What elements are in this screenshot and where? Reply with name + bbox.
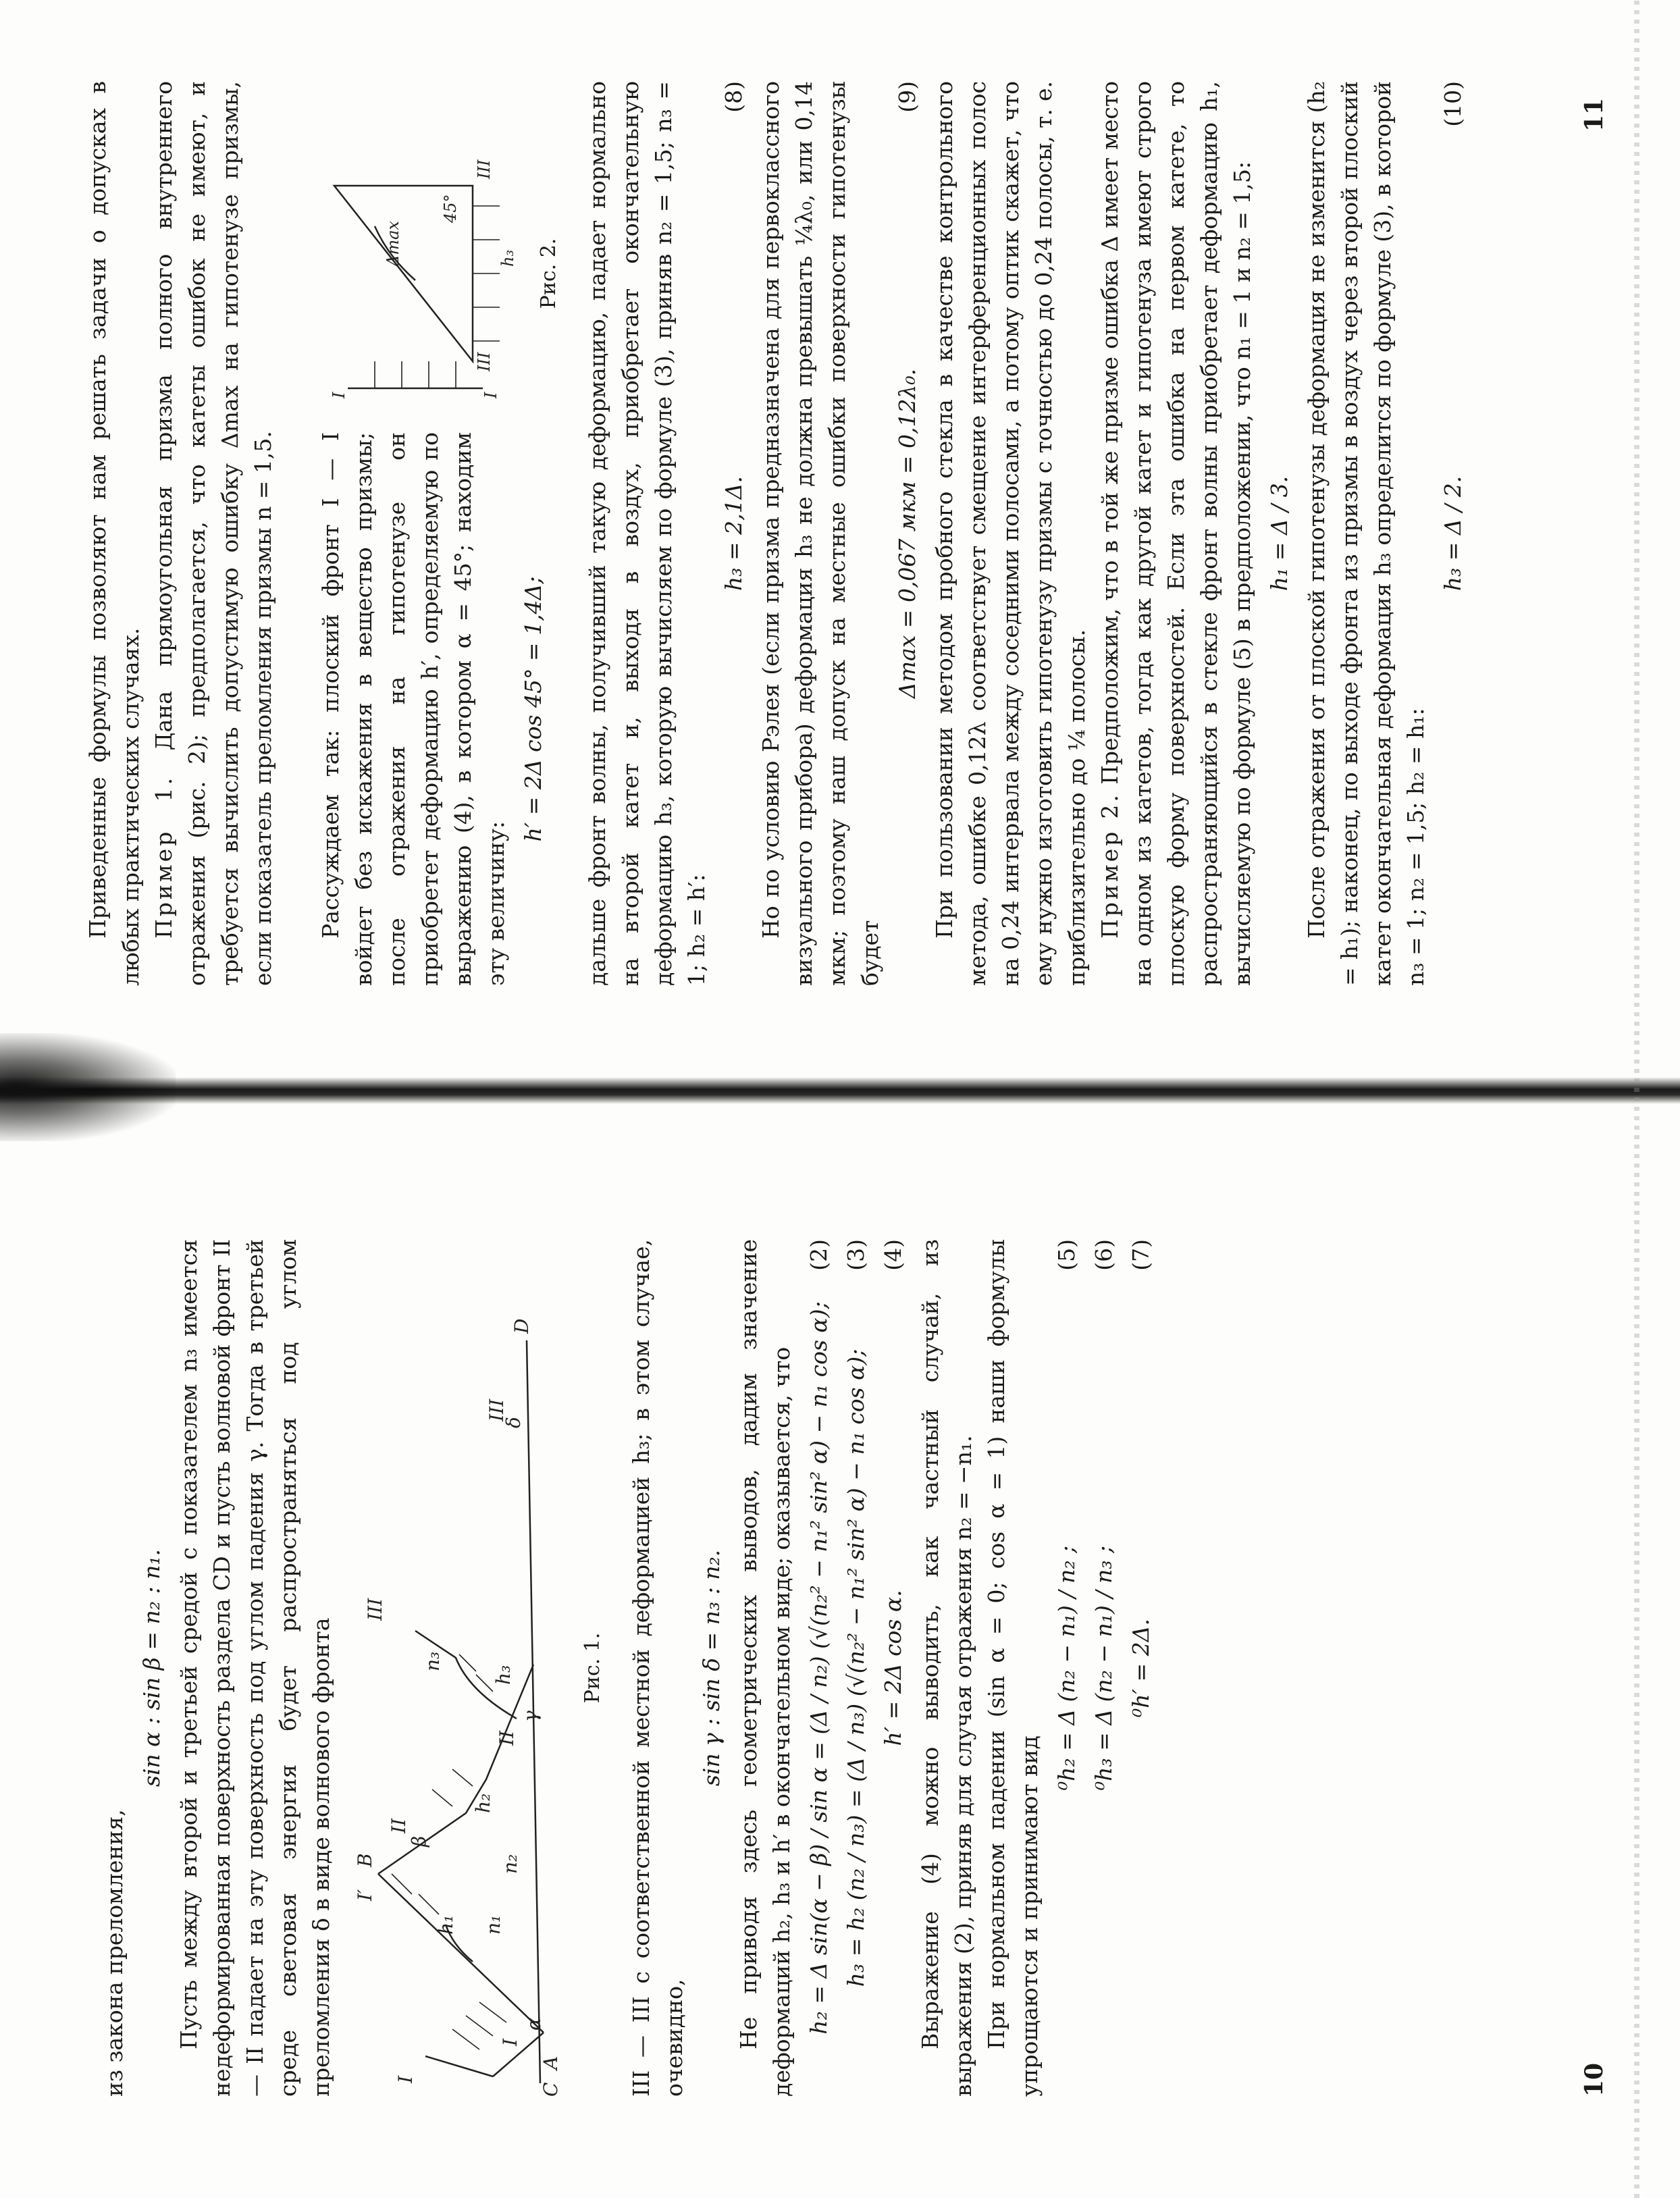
- fig2-label-h3: h₃: [498, 249, 517, 267]
- formula-2-body: h₂ = Δ sin(α − β) / sin α = (Δ / n₂) (√(n₂² − n₁² sin² α) − n₁ cos α);: [806, 1301, 832, 2035]
- equation-number-5: (5): [1053, 1239, 1080, 1271]
- label-n2: n₂: [499, 1854, 521, 1874]
- formula-8a: h′ = 2Δ cos 45° = 1,4Δ;: [520, 576, 546, 842]
- example-1-text: Дана прямоугольная призма полного внутреннего отражения (рис. 2); предполагается, что катеты ошибок не имеют, и требуется вычислить допустимую ошибку Δmax на гипотенузе призмы, если показатель преломления призмы n = 1,5.: [151, 81, 276, 986]
- right-column-beside-figure: [314, 432, 554, 986]
- label-I-mid: I: [499, 2038, 521, 2046]
- formula-8-body: h₃ = 2,1Δ.: [720, 476, 747, 591]
- fig2-label-delta-max: Δmax: [384, 221, 402, 267]
- paragraph: дальше фронт волны, получивший такую деформацию, падает нормально на второй катет и, выходя в воздух, приобретает окончательную деформацию h₃, которую вычисляем по формуле (3), приняв n₂ = 1,5; n₃ = 1; h₂ = h′:: [584, 81, 710, 986]
- label-I-prime: I′: [354, 1889, 376, 1901]
- formula-5-body: ⁰h₂ = Δ (n₂ − n₁) / n₂ ;: [1053, 1545, 1080, 1791]
- label-h1: h₁: [435, 1914, 457, 1935]
- right-column-bottom: [581, 81, 1473, 986]
- surface-n2: [378, 1665, 533, 1874]
- formula-0: sin α : sin β = n₂ : n₁.: [138, 1548, 165, 1787]
- left-column-bottom: [625, 1239, 1161, 2097]
- formula-4: [876, 1239, 910, 2097]
- page-11: [0, 0, 1680, 1077]
- example-2-label: Пример 2.: [1097, 792, 1123, 939]
- label-alpha: α: [523, 2018, 545, 2031]
- equation-number-3: (3): [843, 1239, 869, 1271]
- example-2: [1093, 81, 1259, 986]
- paragraph: Не приводя здесь геометрических выводов, дадим значение деформаций h₂, h₃ и h′ в окончательном виде; оказывается, что: [735, 1239, 795, 2097]
- page-number: 11: [1580, 97, 1608, 132]
- paragraph: Рассуждаем так: плоский фронт I — I войдет без искажения в вещество призмы; после отражения на гипотенузе он приобретет деформацию h′, определяемую по выражению (4), в котором α = 45°; находим эту величину:: [317, 432, 509, 986]
- label-gamma: γ: [519, 1710, 542, 1722]
- paragraph: Приведенные формулы позволяют нам решать задачи о допусках в любых практических случаях.: [84, 81, 144, 986]
- label-C: C: [540, 2082, 562, 2097]
- paragraph: из закона преломления,: [101, 1809, 128, 2097]
- example-1-label: Пример 1.: [151, 775, 177, 939]
- paragraph: При нормальном падении (sin α = 0; cos α = 1) наши формулы упрощаются и принимают вид: [983, 1239, 1043, 2097]
- equation-number-9: (9): [894, 81, 920, 113]
- fig2-label-I-a: I: [330, 392, 348, 398]
- figure-1: [351, 1286, 574, 2097]
- label-II: II: [496, 1730, 518, 1746]
- page-10: [0, 1104, 1680, 2198]
- paragraph: После отражения от плоской гипотенузы деформация не изменится (h₂ = h₁); наконец, по выходе фронта из призмы в воздух через второй плоский катет окончательная деформация h₃ определится по формуле (3), в которой n₃ = 1; n₂ = 1,5; h₂ = h₁:: [1303, 81, 1429, 986]
- label-beta: β: [408, 1835, 430, 1847]
- label-B: B: [354, 1853, 376, 1867]
- label-A: A: [540, 2056, 562, 2070]
- label-delta: δ: [502, 1417, 525, 1428]
- formula-2: [802, 1239, 835, 2097]
- formula-3-body: h₃ = h₂ (n₂ / n₃) = (Δ / n₃) (√(n₂² − n₁² sin² α) − n₁ cos α);: [843, 1349, 869, 1987]
- formula-9: [891, 81, 924, 986]
- fig2-label-I-b: I: [481, 392, 500, 398]
- formula-10: [1436, 81, 1469, 986]
- example-2-text: Предположим, что в той же призме ошибка Δ имеет место на одном из катетов, тогда как другой катет и гипотенуза имеют строго плоскую форму поверхностей. Если эта ошибка на первом катете, то распространяющийся в стекле фронт волны приобретает деформацию h₁, вычисляемую по формуле (5) в предположении, что n₁ = 1 и n₂ = 1,5:: [1097, 81, 1255, 986]
- formula-7: [1124, 1239, 1157, 2097]
- paragraph: При пользовании методом пробного стекла в качестве контрольного метода, ошибке 0,12λ соответствует смещение интерференционных полос на 0,24 интервала между соседними полосами, а потому оптик скажет, что ему нужно изготовить гипотенузу призмы с точностью до 0,24 полосы, т. е. приблизительно до ¼ полосы.: [931, 81, 1090, 986]
- equation-number-2: (2): [806, 1239, 832, 1271]
- front-I: [425, 2056, 493, 2076]
- equation-number-6: (6): [1091, 1239, 1117, 1271]
- paragraph: Но по условию Рэлея (если призма предназначена для первоклассного визуального прибора) деформация h₃ не должна превышать ¼λ₀, или 0,14 мкм; поэтому наш допуск на местные ошибки поверхности гипотенузы будет: [758, 81, 883, 986]
- label-D: D: [510, 1318, 533, 1334]
- paragraph: Пусть между второй и третьей средой с показателем n₃ имеется недеформированная поверхность раздела CD и пусть волновой фронт II — II падает на эту поверхность под углом падения γ. Тогда в третьей среде световая энергия будет распространяться под углом преломления δ в виде волнового фронта: [176, 1239, 334, 2097]
- figure-2: [321, 145, 530, 402]
- example-1: [147, 81, 280, 986]
- formula-10a: h₁ = Δ / 3.: [1266, 475, 1292, 592]
- paragraph: Выражение (4) можно выводить, как частный случай, из выражения (2), приняв для случая отражения n₂ = −n₁.: [917, 1239, 976, 2097]
- formula-6: [1087, 1239, 1120, 2097]
- fig2-label-III-a: III: [475, 352, 494, 371]
- formula-5: [1050, 1239, 1083, 2097]
- fig2-label-III-b: III: [475, 159, 494, 179]
- label-III: III: [364, 1598, 386, 1621]
- book-fold: [0, 1077, 1680, 1104]
- equation-number-4: (4): [880, 1239, 906, 1271]
- equation-number-7: (7): [1128, 1239, 1154, 1271]
- right-column-top: [81, 81, 280, 986]
- formula-4-body: h′ = 2Δ cos α.: [880, 1590, 906, 1746]
- label-III-low: III: [485, 1398, 508, 1421]
- formula-9-body: Δmax = 0,067 мкм = 0,12λ₀.: [894, 368, 920, 699]
- equation-number-10: (10): [1440, 81, 1466, 127]
- formula-6-body: ⁰h₃ = Δ (n₂ − n₁) / n₃ ;: [1091, 1545, 1117, 1791]
- formula-7-body: ⁰h′ = 2Δ.: [1128, 1619, 1154, 1717]
- fig2-label-angle: 45°: [441, 194, 460, 223]
- label-h2: h₂: [472, 1793, 494, 1813]
- label-I: I: [394, 2075, 417, 2083]
- figure-2-caption: Рис. 2.: [537, 238, 560, 309]
- label-n3: n₃: [421, 1651, 444, 1671]
- formula-10-body: h₃ = Δ / 2.: [1440, 475, 1466, 592]
- scan-edge: [1634, 0, 1639, 2198]
- formula-3: [839, 1239, 872, 2097]
- formula-1: sin γ : sin δ = n₃ : n₂.: [698, 1549, 725, 1787]
- figure-1-caption: Рис. 1.: [581, 1632, 604, 1704]
- label-h3: h₃: [492, 1665, 515, 1685]
- formula-8: [717, 81, 750, 986]
- label-II-top: II: [388, 1818, 410, 1833]
- label-n1: n₁: [482, 1914, 504, 1935]
- page-number: 10: [1580, 2062, 1608, 2097]
- equation-number-8: (8): [720, 81, 747, 113]
- paragraph: III — III с соответственной местной деформацией h₃; в этом случае, очевидно,: [628, 1239, 687, 2097]
- surface-AB: [378, 1874, 544, 2033]
- left-column-top: [98, 1239, 338, 2097]
